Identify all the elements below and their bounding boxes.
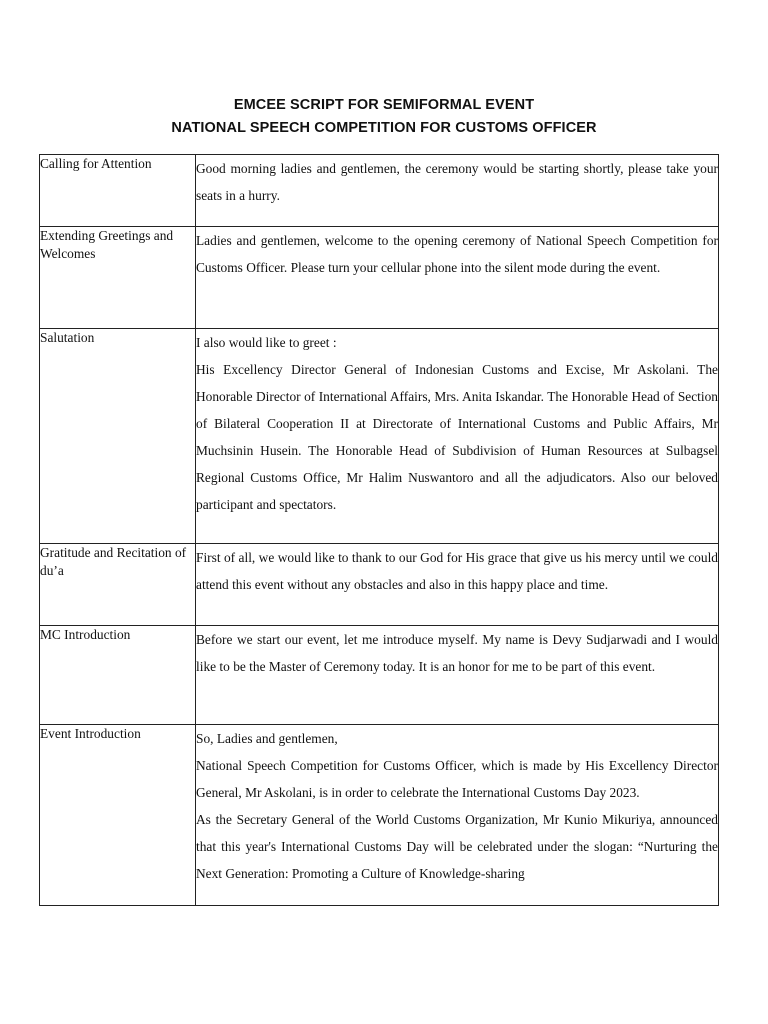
table-row-event-introduction	[40, 725, 719, 906]
row-label: Gratitude and Recitation of du’a	[40, 544, 196, 626]
row-text	[196, 725, 719, 906]
row-label: Event Introduction	[40, 725, 196, 906]
table-row-mc-introduction	[40, 626, 719, 725]
row-paragraph: National Speech Competition for Customs Officer, which is made by His Excellency Director General, Mr Askolani, is in order to celebrate the International Customs Day 2023.	[196, 758, 718, 800]
row-text	[196, 155, 719, 227]
row-text	[196, 227, 719, 329]
title-line-2: NATIONAL SPEECH COMPETITION FOR CUSTOMS OFFICER	[171, 120, 597, 136]
row-text	[196, 626, 719, 725]
script-table	[39, 154, 719, 906]
row-text	[196, 544, 719, 626]
document-title	[0, 94, 768, 140]
table-row-salutation	[40, 329, 719, 544]
row-paragraph: His Excellency Director General of Indonesian Customs and Excise, Mr Askolani. The Honorable Director of International Affairs, Mrs. Anita Iskandar. The Honorable Head of Section of Bilateral Cooperation II at Directorate of International Customs and Public Affairs, Mr Muchsinin Husein. The Honorable Head of Subdivision of Human Resources at Sulbagsel Regional Customs Office, Mr Halim Nuswantoro and all the adjudicators. Also our beloved participant and spectators.	[196, 362, 718, 512]
row-label: Extending Greetings and Welcomes	[40, 227, 196, 329]
row-label: Salutation	[40, 329, 196, 544]
table-row-gratitude	[40, 544, 719, 626]
table-row-calling-for-attention	[40, 155, 719, 227]
row-paragraph: So, Ladies and gentlemen,	[196, 731, 338, 746]
row-text	[196, 329, 719, 544]
row-label: Calling for Attention	[40, 155, 196, 227]
row-label: MC Introduction	[40, 626, 196, 725]
row-paragraph: Ladies and gentlemen, welcome to the opening ceremony of National Speech Competition for Customs Officer. Please turn your cellular phone into the silent mode during the event.	[196, 233, 718, 275]
row-paragraph: First of all, we would like to thank to our God for His grace that give us his mercy until we could attend this event without any obstacles and also in this happy place and time.	[196, 550, 718, 592]
row-paragraph: As the Secretary General of the World Customs Organization, Mr Kunio Mikuriya, announced that this year's International Customs Day will be celebrated under the slogan: “Nurturing the Next Generation: Promoting a Culture of Knowledge-sharing	[196, 812, 718, 881]
row-paragraph: I also would like to greet :	[196, 335, 337, 350]
row-paragraph: Good morning ladies and gentlemen, the ceremony would be starting shortly, please take your seats in a hurry.	[196, 161, 718, 203]
row-paragraph: Before we start our event, let me introduce myself. My name is Devy Sudjarwadi and I would like to be the Master of Ceremony today. It is an honor for me to be part of this event.	[196, 632, 718, 674]
title-line-1: EMCEE SCRIPT FOR SEMIFORMAL EVENT	[233, 97, 535, 113]
table-row-extending-greetings	[40, 227, 719, 329]
